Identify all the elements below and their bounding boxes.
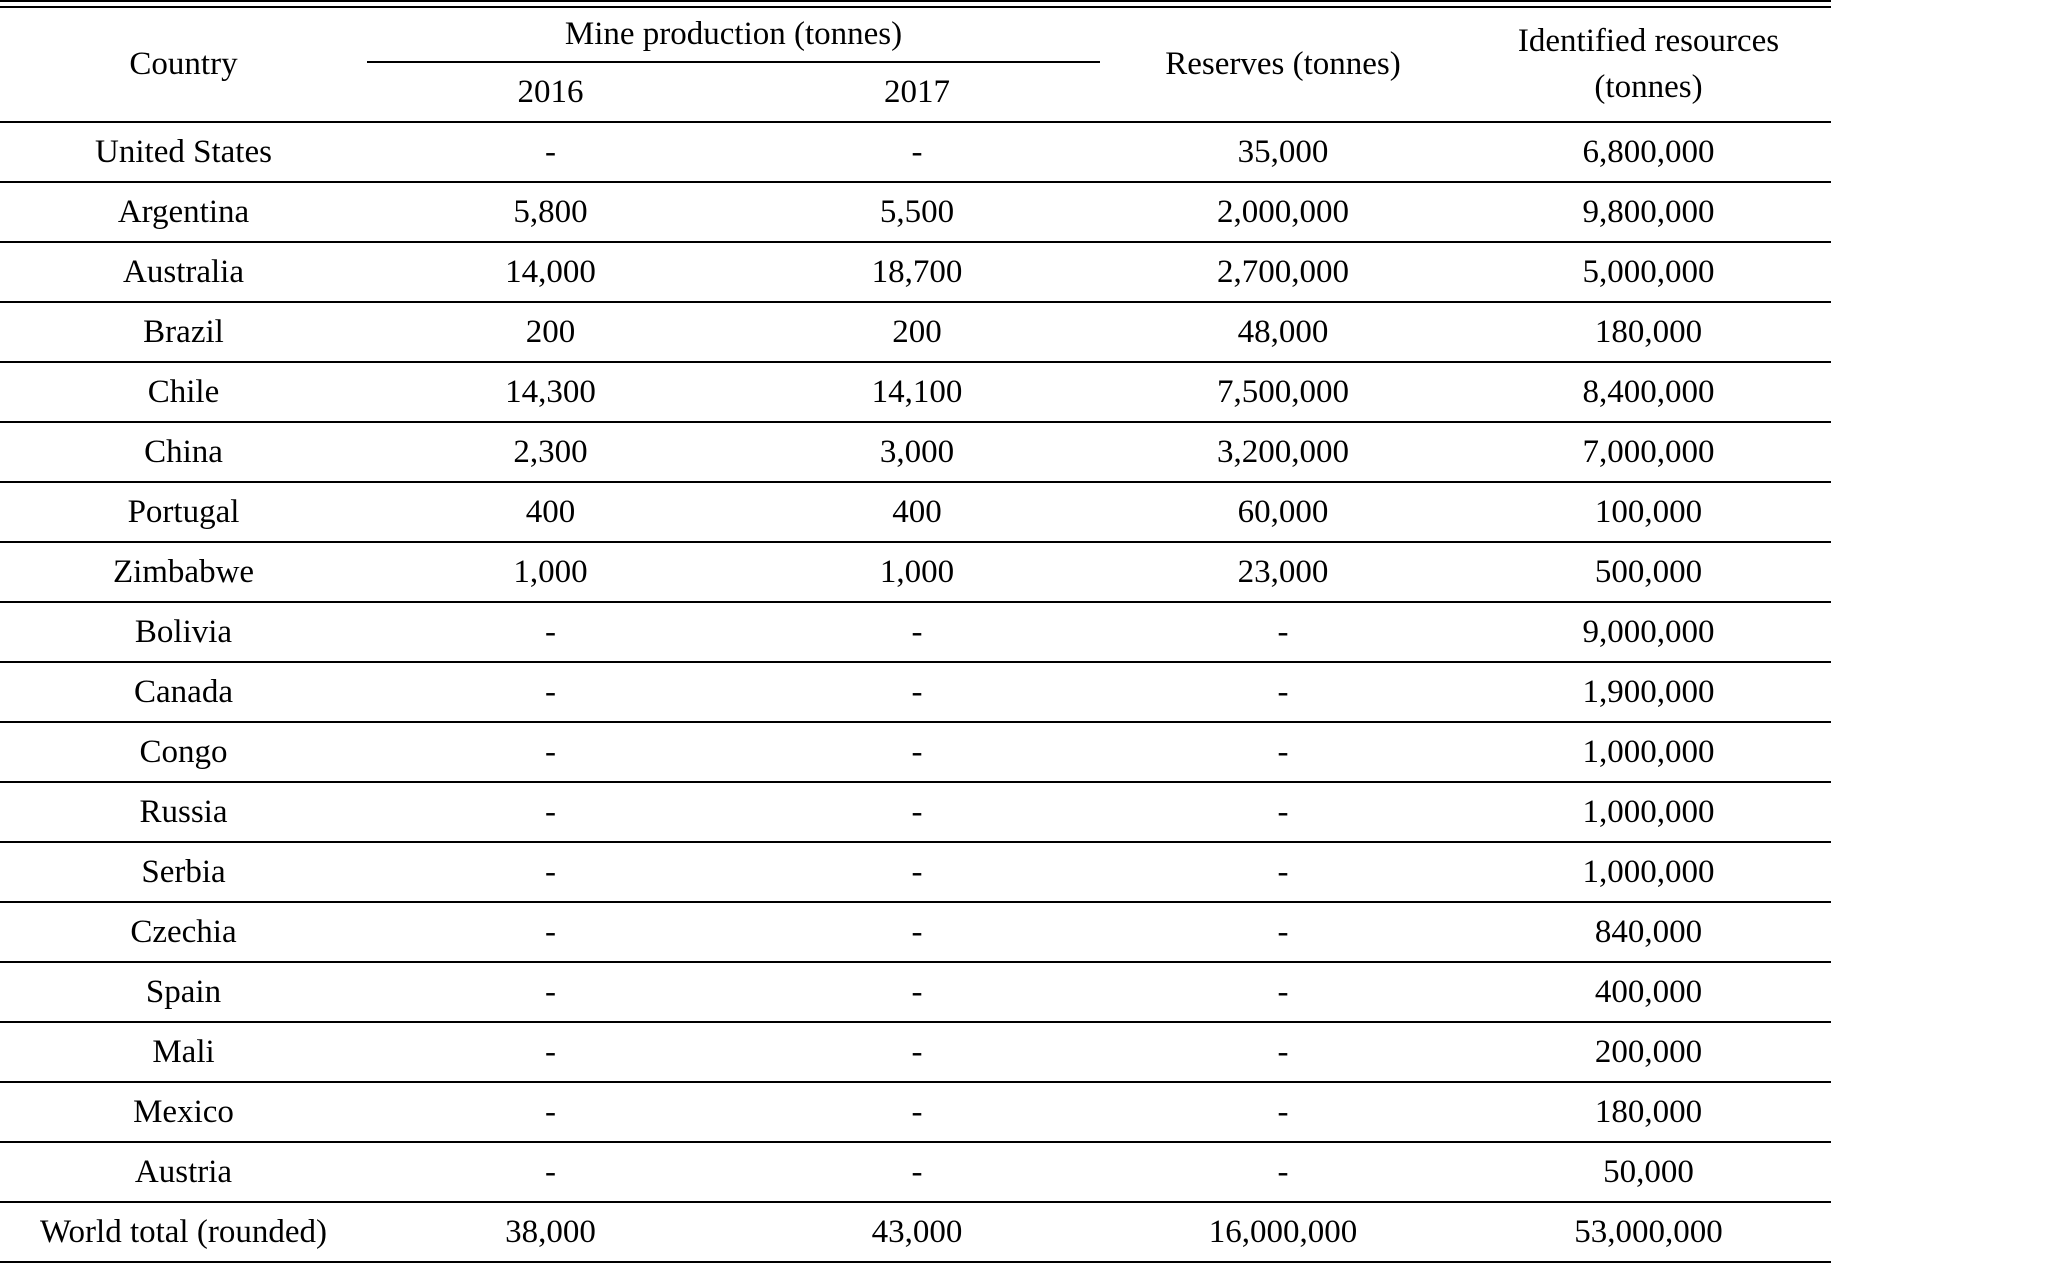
cell-identified-resources: 6,800,000 [1582,134,1715,170]
cell-reserves: - [1277,854,1289,890]
cell-production-2016: - [545,674,556,710]
table-row [0,783,1831,843]
cell-country: Mexico [133,1094,234,1130]
cell-production-2017: - [911,974,923,1010]
cell-production-2016: 400 [525,494,576,530]
cell-reserves: - [1277,734,1289,770]
cell-identified-resources: 400,000 [1594,974,1703,1010]
cell-production-2016: 14,000 [505,254,596,290]
cell-identified-resources: 8,400,000 [1582,374,1715,410]
cell-identified-resources: 180,000 [1594,1094,1703,1130]
cell-production-2016: 38,000 [505,1214,596,1250]
cell-production-2016: 14,300 [505,374,596,410]
cell-country: Congo [139,734,228,770]
header-subrule [367,61,1100,63]
header-year-2016: 2016 [517,74,584,110]
table-row [0,723,1831,783]
cell-country: Australia [123,254,244,290]
cell-country: Argentina [117,194,250,230]
cell-reserves: 16,000,000 [1208,1214,1358,1250]
cell-reserves: - [1277,914,1289,950]
table-row [0,303,1831,363]
table-row [0,1203,1831,1263]
table-row [0,483,1831,543]
cell-production-2016: - [545,1154,556,1190]
cell-reserves: - [1277,674,1289,710]
cell-country: Portugal [127,494,240,530]
cell-reserves: 7,500,000 [1217,374,1349,410]
cell-country: Zimbabwe [112,554,255,590]
table-row [0,603,1831,663]
cell-production-2016: 2,300 [513,434,588,470]
cell-production-2016: 200 [525,314,576,350]
cell-country: Brazil [143,314,224,350]
cell-identified-resources: 9,800,000 [1582,194,1715,230]
table-row [0,363,1831,423]
table-row [0,963,1831,1023]
table-row [0,243,1831,303]
header-year-2017: 2017 [884,74,950,110]
cell-identified-resources: 1,000,000 [1582,734,1715,770]
cell-production-2017: 200 [892,314,942,350]
table-row [0,123,1831,183]
cell-identified-resources: 1,000,000 [1582,794,1715,830]
cell-production-2017: 1,000 [879,554,955,590]
cell-reserves: 60,000 [1237,494,1329,530]
cell-reserves: 3,200,000 [1217,434,1349,470]
cell-reserves: 2,000,000 [1217,194,1349,230]
table-row [0,903,1831,963]
cell-production-2017: 43,000 [871,1214,963,1250]
cell-production-2017: 5,500 [879,194,955,230]
table-top-rule-inner [0,6,1831,8]
cell-identified-resources: 1,900,000 [1582,674,1715,710]
table-row [0,663,1831,723]
table-top-rule [0,0,1831,2]
cell-reserves: - [1277,614,1289,650]
header-mine-production: Mine production (tonnes) [564,16,903,52]
table-row [0,543,1831,603]
cell-production-2016: - [545,1094,556,1130]
header-country: Country [129,46,238,82]
cell-production-2016: - [545,974,556,1010]
table-row [0,423,1831,483]
cell-country: Serbia [141,854,226,890]
cell-production-2017: - [911,1034,923,1070]
cell-reserves: - [1277,1094,1289,1130]
cell-production-2017: - [911,674,923,710]
cell-production-2016: - [545,614,556,650]
cell-country: Mali [152,1034,215,1070]
cell-reserves: - [1277,974,1289,1010]
cell-identified-resources: 9,000,000 [1582,614,1715,650]
cell-identified-resources: 7,000,000 [1582,434,1715,470]
cell-identified-resources: 180,000 [1594,314,1703,350]
table-row [0,1083,1831,1143]
cell-country: United States [95,134,272,170]
cell-production-2017: - [911,914,923,950]
cell-reserves: 2,700,000 [1217,254,1349,290]
cell-reserves: 48,000 [1237,314,1329,350]
cell-production-2016: - [545,1034,556,1070]
header-identified-line2: (tonnes) [1594,69,1703,105]
cell-production-2016: 1,000 [513,554,588,590]
cell-reserves: - [1277,1034,1289,1070]
cell-identified-resources: 200,000 [1594,1034,1703,1070]
cell-reserves: 23,000 [1237,554,1329,590]
header-reserves: Reserves (tonnes) [1165,46,1401,82]
cell-identified-resources: 5,000,000 [1582,254,1715,290]
cell-production-2017: - [911,854,923,890]
cell-country: Austria [134,1154,233,1190]
cell-country: Chile [147,374,220,410]
table-body [0,123,1831,1263]
cell-production-2017: - [911,794,923,830]
cell-identified-resources: 840,000 [1594,914,1703,950]
header-identified-resources [1466,18,1831,110]
cell-country: Czechia [130,914,237,950]
cell-production-2017: 18,700 [871,254,963,290]
cell-production-2016: - [545,794,556,830]
cell-reserves: 35,000 [1237,134,1329,170]
cell-production-2017: - [911,1094,923,1130]
cell-country: Bolivia [134,614,233,650]
cell-production-2017: - [911,614,923,650]
cell-identified-resources: 50,000 [1603,1154,1694,1190]
header-identified-line1: Identified resources [1517,23,1780,59]
table-row [0,183,1831,243]
cell-country: Russia [139,794,228,830]
cell-country: Spain [145,974,222,1010]
cell-production-2017: 3,000 [879,434,955,470]
cell-production-2017: - [911,134,923,170]
cell-production-2017: 400 [892,494,942,530]
cell-production-2016: - [545,914,556,950]
cell-country: Canada [134,674,233,710]
table-row [0,1023,1831,1083]
cell-identified-resources: 53,000,000 [1574,1214,1723,1250]
cell-identified-resources: 500,000 [1594,554,1703,590]
cell-reserves: - [1277,1154,1289,1190]
cell-production-2017: - [911,734,923,770]
cell-production-2017: 14,100 [871,374,963,410]
table-row [0,1143,1831,1203]
cell-identified-resources: 1,000,000 [1582,854,1715,890]
cell-production-2016: - [545,854,556,890]
cell-production-2016: - [545,734,556,770]
cell-production-2016: 5,800 [513,194,588,230]
cell-country: China [144,434,223,470]
table-row [0,843,1831,903]
cell-country: World total (rounded) [40,1214,327,1250]
cell-production-2016: - [545,134,556,170]
cell-identified-resources: 100,000 [1594,494,1703,530]
cell-reserves: - [1277,794,1289,830]
cell-production-2017: - [911,1154,923,1190]
